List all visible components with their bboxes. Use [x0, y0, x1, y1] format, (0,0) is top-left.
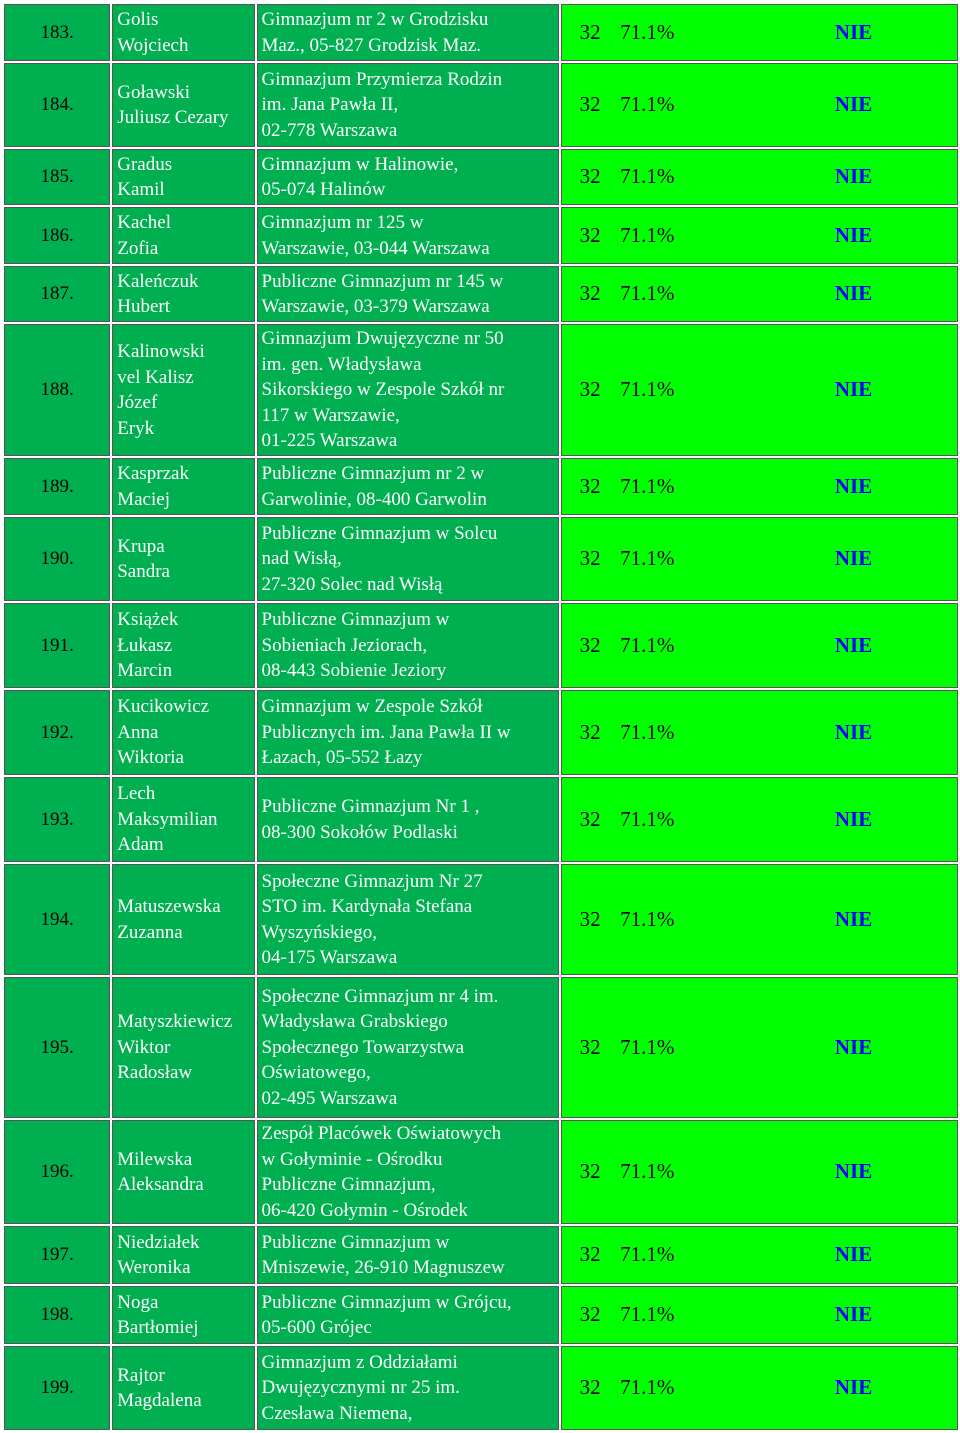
- qualification-result: NIE: [834, 19, 873, 44]
- school-name-line: Gimnazjum w Halinowie,: [261, 153, 459, 175]
- school-name-line: Społeczne Gimnazjum Nr 27: [261, 870, 483, 892]
- school-name-line: Wyszyńskiego,: [261, 921, 377, 943]
- table-row: [4, 266, 958, 322]
- results-table: [2, 2, 960, 1432]
- table-row: [4, 517, 958, 601]
- points-value: 32: [579, 906, 601, 931]
- student-name-line: Zofia: [117, 237, 159, 259]
- school-name-line: Sikorskiego w Zespole Szkół nr: [261, 379, 505, 401]
- student-name-line: vel Kalisz: [117, 366, 194, 388]
- qualification-result: NIE: [834, 1375, 873, 1400]
- percent-value: 71.1%: [620, 1034, 675, 1059]
- row-number: 189.: [4, 458, 110, 515]
- percent-value: 71.1%: [620, 92, 675, 117]
- school-name: [257, 266, 560, 322]
- school-name-line: Gimnazjum z Oddziałami: [261, 1351, 458, 1373]
- table-row: [4, 149, 958, 205]
- school-name: [257, 4, 560, 61]
- points-value: 32: [579, 473, 601, 498]
- row-number: 199.: [4, 1346, 110, 1430]
- percent-value: 71.1%: [620, 719, 675, 744]
- table-row: [4, 1346, 958, 1430]
- school-name-line: Gimnazjum w Zespole Szkół: [261, 696, 483, 718]
- student-name-line: Aleksandra: [117, 1174, 204, 1195]
- row-number: 197.: [4, 1226, 110, 1284]
- score-group: [562, 20, 957, 46]
- student-name-line: Milewska: [117, 1148, 193, 1170]
- row-number: 190.: [4, 517, 110, 601]
- score-group: [562, 281, 957, 307]
- table-row: [4, 207, 958, 264]
- score-group: [562, 633, 957, 659]
- qualification-result: NIE: [834, 806, 873, 831]
- student-name-line: Józef: [117, 392, 158, 413]
- row-number: 187.: [4, 266, 110, 322]
- school-name: [257, 149, 560, 205]
- student-name-line: Golis: [117, 9, 159, 30]
- score-cell: [561, 149, 958, 205]
- qualification-result: NIE: [834, 222, 873, 247]
- score-group: [562, 1302, 957, 1328]
- school-name-line: 117 w Warszawie,: [261, 404, 400, 426]
- points-value: 32: [579, 281, 601, 306]
- score-group: [562, 807, 957, 833]
- school-name-line: w Gołyminie - Ośrodku: [261, 1148, 443, 1170]
- school-name-line: Oświatowego,: [261, 1062, 371, 1084]
- student-name: [112, 458, 254, 515]
- school-name-line: Publiczne Gimnazjum,: [261, 1174, 436, 1195]
- table-row: [4, 458, 958, 515]
- student-name-line: Radosław: [117, 1062, 193, 1084]
- school-name-line: Społecznego Towarzystwa: [261, 1036, 465, 1058]
- student-name-line: Zuzanna: [117, 921, 183, 943]
- percent-value: 71.1%: [620, 546, 675, 571]
- points-value: 32: [579, 806, 601, 831]
- points-value: 32: [579, 1034, 601, 1059]
- student-name-line: Kasprzak: [117, 463, 189, 484]
- score-cell: [561, 63, 958, 147]
- student-name-line: Goławski: [117, 81, 191, 103]
- qualification-result: NIE: [834, 546, 873, 571]
- table-row: [4, 63, 958, 147]
- score-cell: [561, 324, 958, 456]
- score-group: [562, 1242, 957, 1268]
- student-name: [112, 63, 254, 147]
- student-name: [112, 149, 254, 205]
- percent-value: 71.1%: [620, 281, 675, 306]
- table-row: [4, 603, 958, 688]
- percent-value: 71.1%: [620, 1242, 675, 1267]
- student-name-line: Anna: [117, 721, 159, 743]
- student-name-line: Bartłomiej: [117, 1317, 199, 1338]
- row-number: 184.: [4, 63, 110, 147]
- school-name-line: Warszawie, 03-044 Warszawa: [261, 237, 490, 259]
- school-name-line: Publiczne Gimnazjum w: [261, 609, 450, 631]
- qualification-result: NIE: [834, 719, 873, 744]
- student-name-line: Łukasz: [117, 634, 173, 656]
- table-row: [4, 864, 958, 975]
- student-name-line: Hubert: [117, 296, 170, 317]
- row-number: 198.: [4, 1286, 110, 1344]
- row-number: 185.: [4, 149, 110, 205]
- qualification-result: NIE: [834, 1159, 873, 1184]
- student-name-line: Gradus: [117, 153, 173, 175]
- percent-value: 71.1%: [620, 632, 675, 657]
- row-number: 196.: [4, 1120, 110, 1224]
- school-name-line: Publiczne Gimnazjum w Grójcu,: [261, 1291, 512, 1313]
- student-name: [112, 603, 254, 688]
- qualification-result: NIE: [834, 1302, 873, 1327]
- points-value: 32: [579, 1375, 601, 1400]
- school-name: [257, 977, 560, 1118]
- score-cell: [561, 207, 958, 264]
- student-name: [112, 517, 254, 601]
- student-name-line: Kalinowski: [117, 341, 205, 362]
- student-name: [112, 207, 254, 264]
- school-name-line: Publiczne Gimnazjum Nr 1 ,: [261, 796, 480, 817]
- qualification-result: NIE: [834, 1242, 873, 1267]
- score-cell: [561, 1286, 958, 1344]
- student-name-line: Matyszkiewicz: [117, 1011, 233, 1033]
- school-name-line: STO im. Kardynała Stefana: [261, 896, 473, 917]
- school-name: [257, 207, 560, 264]
- points-value: 32: [579, 632, 601, 657]
- school-name: [257, 1226, 560, 1284]
- student-name-line: Eryk: [117, 417, 155, 439]
- row-number: 195.: [4, 977, 110, 1118]
- school-name-line: Zespół Placówek Oświatowych: [261, 1123, 502, 1144]
- school-name-line: 01-225 Warszawa: [261, 430, 398, 452]
- score-cell: [561, 1226, 958, 1284]
- percent-value: 71.1%: [620, 1302, 675, 1327]
- school-name-line: 08-300 Sokołów Podlaski: [261, 821, 458, 843]
- table-row: [4, 977, 958, 1118]
- percent-value: 71.1%: [620, 473, 675, 498]
- student-name-line: Niedziałek: [117, 1231, 200, 1253]
- student-name-line: Wiktoria: [117, 747, 184, 769]
- percent-value: 71.1%: [620, 906, 675, 931]
- student-name-line: Książek: [117, 609, 179, 631]
- student-name-line: Juliusz Cezary: [117, 107, 229, 128]
- row-number: 183.: [4, 4, 110, 61]
- school-name-line: 05-074 Halinów: [261, 179, 386, 200]
- student-name: [112, 4, 254, 61]
- school-name-line: Publicznych im. Jana Pawła II w: [261, 721, 511, 743]
- student-name: [112, 1226, 254, 1284]
- student-name-line: Kamil: [117, 179, 165, 200]
- school-name-line: 08-443 Sobienie Jeziory: [261, 660, 447, 682]
- school-name: [257, 517, 560, 601]
- row-number: 191.: [4, 603, 110, 688]
- school-name: [257, 63, 560, 147]
- student-name-line: Krupa: [117, 535, 165, 557]
- student-name-line: Weronika: [117, 1257, 191, 1278]
- school-name-line: Garwolinie, 08-400 Garwolin: [261, 488, 487, 510]
- percent-value: 71.1%: [620, 19, 675, 44]
- results-table-body: [4, 4, 958, 1430]
- school-name-line: 02-778 Warszawa: [261, 119, 398, 141]
- student-name-line: Kucikowicz: [117, 696, 210, 718]
- score-group: [562, 164, 957, 190]
- student-name-line: Kachel: [117, 212, 172, 233]
- percent-value: 71.1%: [620, 806, 675, 831]
- score-cell: [561, 266, 958, 322]
- row-number: 194.: [4, 864, 110, 975]
- row-number: 186.: [4, 207, 110, 264]
- score-cell: [561, 517, 958, 601]
- school-name-line: Warszawie, 03-379 Warszawa: [261, 296, 490, 317]
- school-name-line: Publiczne Gimnazjum w Solcu: [261, 522, 498, 544]
- school-name: [257, 1286, 560, 1344]
- score-group: [562, 92, 957, 118]
- points-value: 32: [579, 719, 601, 744]
- points-value: 32: [579, 222, 601, 247]
- points-value: 32: [579, 1242, 601, 1267]
- qualification-result: NIE: [834, 473, 873, 498]
- student-name: [112, 1346, 254, 1430]
- qualification-result: NIE: [834, 632, 873, 657]
- school-name-line: Publiczne Gimnazjum w: [261, 1231, 450, 1253]
- school-name-line: Gimnazjum nr 2 w Grodzisku: [261, 9, 489, 30]
- school-name-line: 05-600 Grójec: [261, 1317, 372, 1338]
- school-name-line: Mniszewie, 26-910 Magnuszew: [261, 1257, 505, 1278]
- score-group: [562, 1159, 957, 1185]
- school-name-line: Czesława Niemena,: [261, 1402, 413, 1424]
- percent-value: 71.1%: [620, 1375, 675, 1400]
- school-name-line: Gimnazjum nr 125 w: [261, 212, 424, 233]
- score-cell: [561, 458, 958, 515]
- row-number: 193.: [4, 777, 110, 862]
- school-name: [257, 777, 560, 862]
- school-name-line: Maz., 05-827 Grodzisk Maz.: [261, 34, 482, 56]
- student-name-line: Matuszewska: [117, 896, 221, 917]
- score-cell: [561, 1120, 958, 1224]
- student-name: [112, 1120, 254, 1224]
- score-cell: [561, 603, 958, 688]
- school-name-line: 06-420 Gołymin - Ośrodek: [261, 1199, 468, 1221]
- school-name: [257, 458, 560, 515]
- student-name-line: Adam: [117, 834, 164, 856]
- student-name-line: Sandra: [117, 561, 170, 582]
- school-name: [257, 324, 560, 456]
- school-name-line: Publiczne Gimnazjum nr 145 w: [261, 270, 504, 292]
- school-name: [257, 864, 560, 975]
- school-name-line: Władysława Grabskiego: [261, 1011, 448, 1033]
- qualification-result: NIE: [834, 377, 873, 402]
- points-value: 32: [579, 1302, 601, 1327]
- table-row: [4, 1286, 958, 1344]
- school-name-line: Sobieniach Jeziorach,: [261, 634, 428, 656]
- table-row: [4, 324, 958, 456]
- school-name-line: Dwujęzycznymi nr 25 im.: [261, 1377, 460, 1399]
- qualification-result: NIE: [834, 906, 873, 931]
- score-group: [562, 1035, 957, 1061]
- school-name-line: 02-495 Warszawa: [261, 1087, 398, 1109]
- school-name: [257, 603, 560, 688]
- qualification-result: NIE: [834, 164, 873, 189]
- student-name-line: Wiktor: [117, 1036, 171, 1058]
- student-name-line: Lech: [117, 783, 156, 805]
- row-number: 192.: [4, 690, 110, 775]
- score-group: [562, 907, 957, 933]
- score-group: [562, 223, 957, 249]
- points-value: 32: [579, 19, 601, 44]
- student-name: [112, 777, 254, 862]
- student-name-line: Noga: [117, 1291, 159, 1313]
- school-name-line: Gimnazjum Dwujęzyczne nr 50: [261, 328, 504, 350]
- school-name: [257, 1120, 560, 1224]
- school-name-line: im. gen. Władysława: [261, 353, 422, 375]
- student-name: [112, 266, 254, 322]
- school-name-line: Publiczne Gimnazjum nr 2 w: [261, 463, 485, 484]
- table-row: [4, 1120, 958, 1224]
- qualification-result: NIE: [834, 1034, 873, 1059]
- row-number: 188.: [4, 324, 110, 456]
- percent-value: 71.1%: [620, 1159, 675, 1184]
- points-value: 32: [579, 546, 601, 571]
- table-row: [4, 690, 958, 775]
- student-name: [112, 864, 254, 975]
- qualification-result: NIE: [834, 92, 873, 117]
- student-name-line: Wojciech: [117, 34, 189, 56]
- student-name-line: Maksymilian: [117, 808, 218, 830]
- score-cell: [561, 1346, 958, 1430]
- score-group: [562, 377, 957, 403]
- school-name-line: Łazach, 05-552 Łazy: [261, 747, 423, 769]
- percent-value: 71.1%: [620, 164, 675, 189]
- points-value: 32: [579, 1159, 601, 1184]
- score-group: [562, 474, 957, 500]
- school-name-line: Gimnazjum Przymierza Rodzin: [261, 68, 503, 90]
- qualification-result: NIE: [834, 281, 873, 306]
- score-cell: [561, 4, 958, 61]
- score-group: [562, 720, 957, 746]
- score-cell: [561, 864, 958, 975]
- student-name-line: Maciej: [117, 488, 170, 510]
- student-name: [112, 690, 254, 775]
- school-name: [257, 690, 560, 775]
- student-name: [112, 977, 254, 1118]
- score-group: [562, 546, 957, 572]
- student-name-line: Rajtor: [117, 1364, 165, 1386]
- student-name: [112, 324, 254, 456]
- student-name-line: Kaleńczuk: [117, 270, 199, 292]
- points-value: 32: [579, 164, 601, 189]
- score-group: [562, 1375, 957, 1401]
- score-cell: [561, 690, 958, 775]
- percent-value: 71.1%: [620, 222, 675, 247]
- table-row: [4, 777, 958, 862]
- points-value: 32: [579, 92, 601, 117]
- points-value: 32: [579, 377, 601, 402]
- school-name-line: nad Wisłą,: [261, 548, 342, 570]
- score-cell: [561, 977, 958, 1118]
- school-name-line: 27-320 Solec nad Wisłą: [261, 573, 443, 595]
- school-name-line: im. Jana Pawła II,: [261, 94, 399, 116]
- school-name-line: 04-175 Warszawa: [261, 947, 398, 968]
- score-cell: [561, 777, 958, 862]
- percent-value: 71.1%: [620, 377, 675, 402]
- school-name: [257, 1346, 560, 1430]
- student-name-line: Marcin: [117, 660, 173, 682]
- school-name-line: Społeczne Gimnazjum nr 4 im.: [261, 985, 499, 1007]
- table-row: [4, 1226, 958, 1284]
- student-name-line: Magdalena: [117, 1390, 202, 1411]
- table-row: [4, 4, 958, 61]
- student-name: [112, 1286, 254, 1344]
